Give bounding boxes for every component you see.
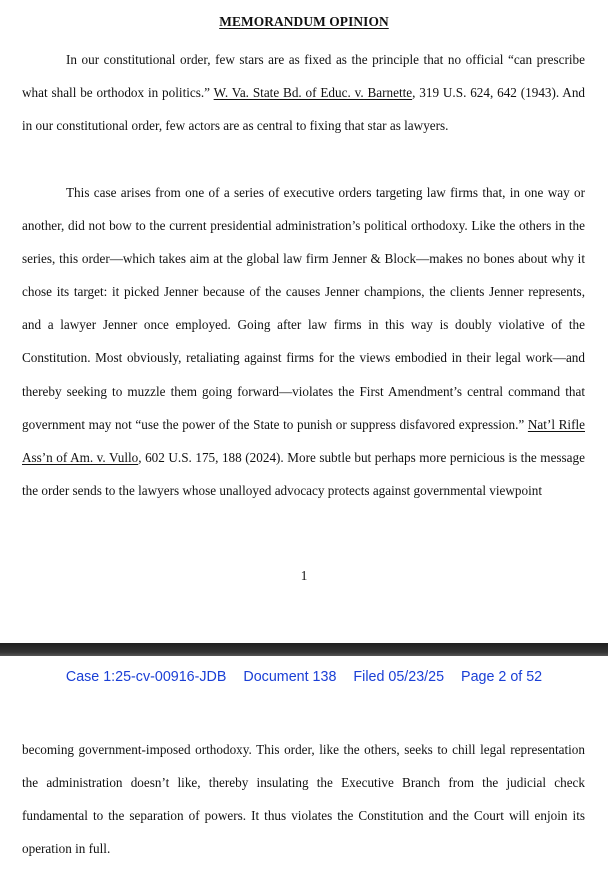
opinion-paragraph-2 [22,176,585,507]
paragraph-1-text-a: In our constitutional order, few stars are as fixed as the principle that no official “can prescribe what shall be orthodox in politics.” [22,52,585,101]
memorandum-title: MEMORANDUM OPINION [219,14,389,29]
opinion-paragraph-1 [22,43,585,142]
case-header [0,669,608,685]
paragraph-2-text-b: , 602 U.S. 175, 188 (2024). More subtle but perhaps more pernicious is the message the order sends to the lawyers whose unalloyed advocacy protects against governmental viewpoint [22,449,585,498]
paragraph-2-text-a: This case arises from one of a series of executive orders targeting law firms that, in one way or another, did not bow to the current presidential administration’s political orthodoxy. Like the others in the series, this order—which takes aim at the global law firm Jenner & Block—makes no bones about why it chose its target: it picked Jenner because of the causes Jenner champions, the clients Jenner represents, and a lawyer Jenner once employed. Going after law firms in this way is doubly violative of the Constitution. Most obviously, retaliating against firms for the views embodied in their legal work—and thereby seeking to muzzle them going forward—violates the First Amendment’s central command that government may not “use the power of the State to punish or suppress disfavored expression.” [22,185,585,432]
document-page-2 [0,656,608,876]
opinion-paragraph-continued: becoming government-imposed orthodoxy. This order, like the others, seeks to chill legal representation the administration doesn’t like, thereby insulating the Executive Branch from the judicial check fundamental to the separation of powers. It thus violates the Constitution and the Court will enjoin its operation in full. [22,742,585,857]
case-number: Case 1:25-cv-00916-JDB [65,669,227,685]
page-break-divider [0,643,608,656]
paragraph-1-text-b: , 319 U.S. 624, 642 (1943). And in our constitutional order, few actors are as central to fixing that star as lawyers. [22,85,586,134]
barnette-citation: W. Va. State Bd. of Educ. v. Barnette [213,85,413,101]
filed-date: Filed 05/23/25 [353,669,445,685]
page-indicator: Page 2 of 52 [461,669,543,685]
document-number: Document 138 [243,669,337,685]
vullo-citation: Nat’l Rifle Ass’n of Am. v. Vullo [22,416,585,465]
page-number: 1 [300,568,308,583]
